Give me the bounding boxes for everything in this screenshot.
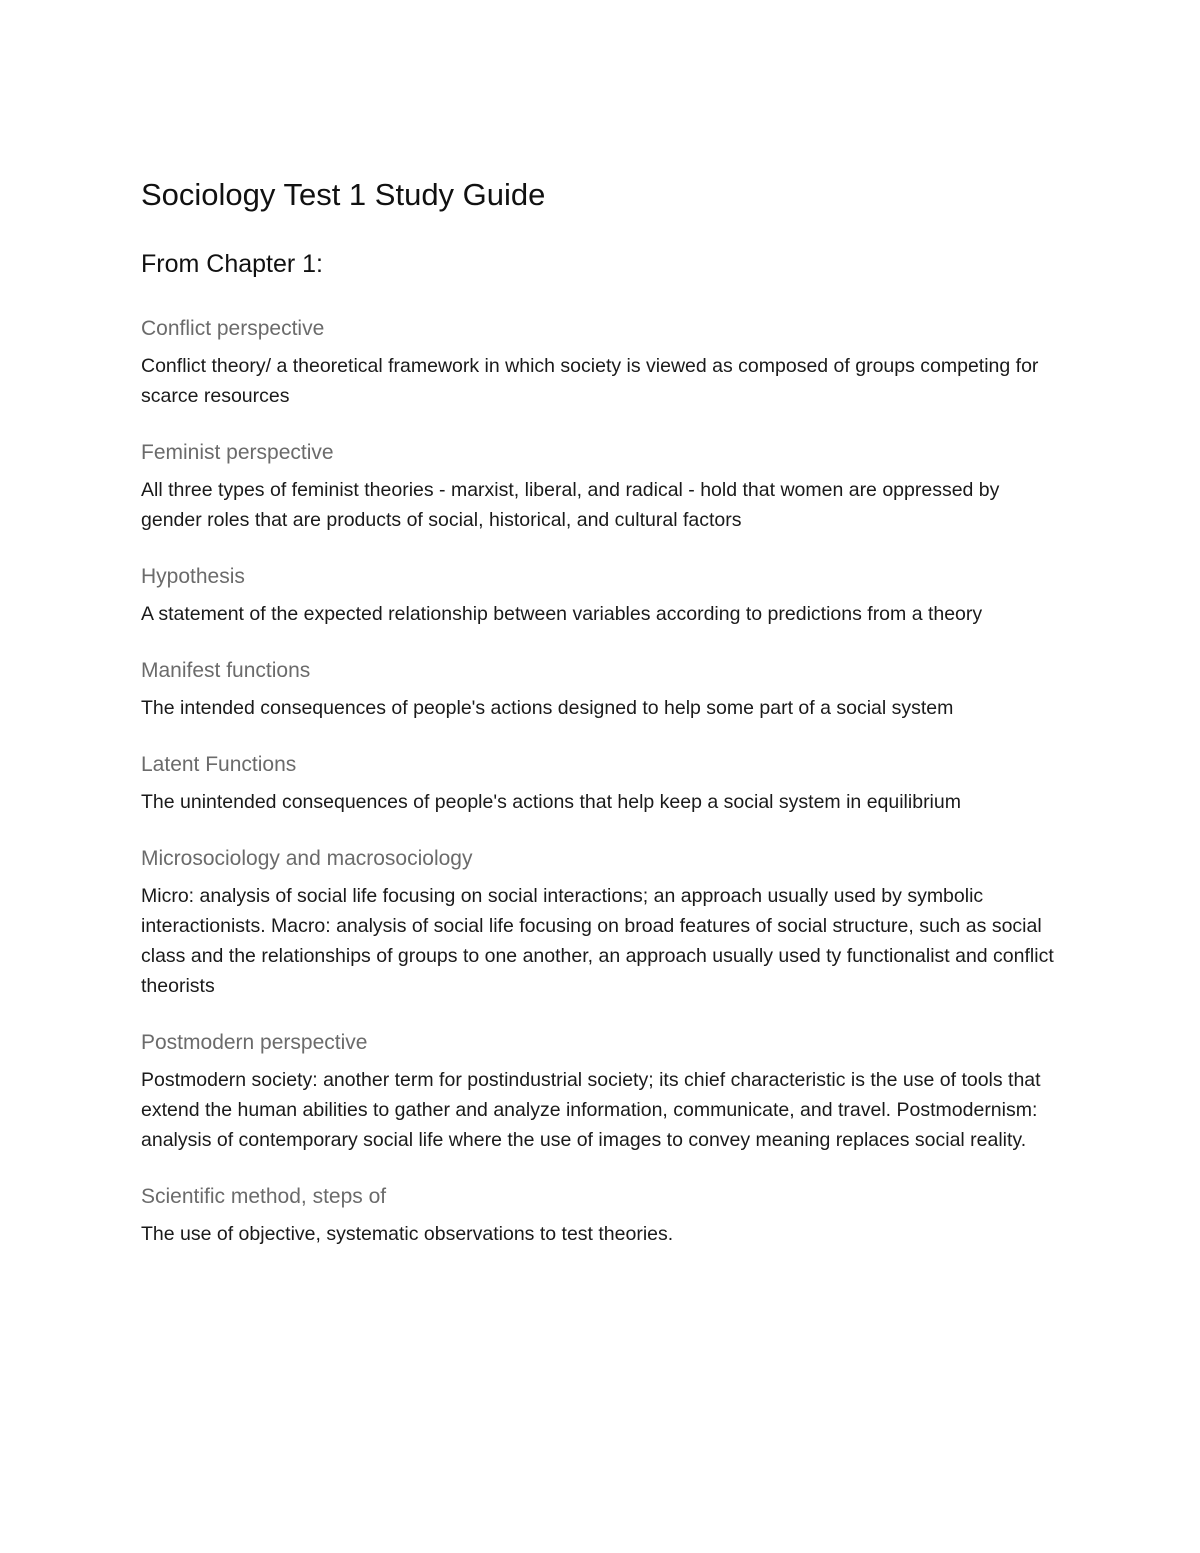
section-term: Feminist perspective [141, 441, 334, 464]
document-title: Sociology Test 1 Study Guide [141, 177, 546, 212]
section-term: Postmodern perspective [141, 1031, 368, 1054]
section-term: Scientific method, steps of [141, 1185, 387, 1208]
section-term: Manifest functions [141, 659, 311, 682]
section-scientific-method [141, 1182, 1060, 1249]
section-latent-functions [141, 750, 1060, 817]
section-feminist-perspective [141, 438, 1060, 535]
section-term: Hypothesis [141, 565, 245, 588]
section-micro-macro-sociology [141, 844, 1060, 1001]
section-term: Conflict perspective [141, 317, 325, 340]
section-term: Microsociology and macrosociology [141, 847, 473, 870]
section-definition: The unintended consequences of people's actions that help keep a social system in equilibrium [141, 791, 961, 813]
section-definition: Conflict theory/ a theoretical framework in which society is viewed as composed of groups competing for scarce resources [141, 355, 1039, 407]
section-definition: Postmodern society: another term for postindustrial society; its chief characteristic is the use of tools that extend the human abilities to gather and analyze information, communicate, and travel. Postmodernism: analysis of contemporary social life where the use of images to convey meaning replaces social reality. [141, 1069, 1041, 1151]
section-manifest-functions [141, 656, 1060, 723]
chapter-heading: From Chapter 1: [141, 250, 324, 278]
section-term: Latent Functions [141, 753, 297, 776]
section-definition: A statement of the expected relationship between variables according to predictions from a theory [141, 603, 983, 625]
section-definition: The use of objective, systematic observations to test theories. [141, 1223, 674, 1245]
section-hypothesis [141, 562, 1060, 629]
section-definition: The intended consequences of people's actions designed to help some part of a social system [141, 697, 954, 719]
section-definition: All three types of feminist theories - marxist, liberal, and radical - hold that women are oppressed by gender roles that are products of social, historical, and cultural factors [141, 479, 1000, 531]
section-definition: Micro: analysis of social life focusing on social interactions; an approach usually used by symbolic interactionists. Macro: analysis of social life focusing on broad features of social structure, such as social class and the relationships of groups to one another, an approach usually used ty functionalist and conflict theorists [141, 885, 1054, 997]
section-conflict-perspective [141, 314, 1060, 411]
section-postmodern-perspective [141, 1028, 1060, 1155]
